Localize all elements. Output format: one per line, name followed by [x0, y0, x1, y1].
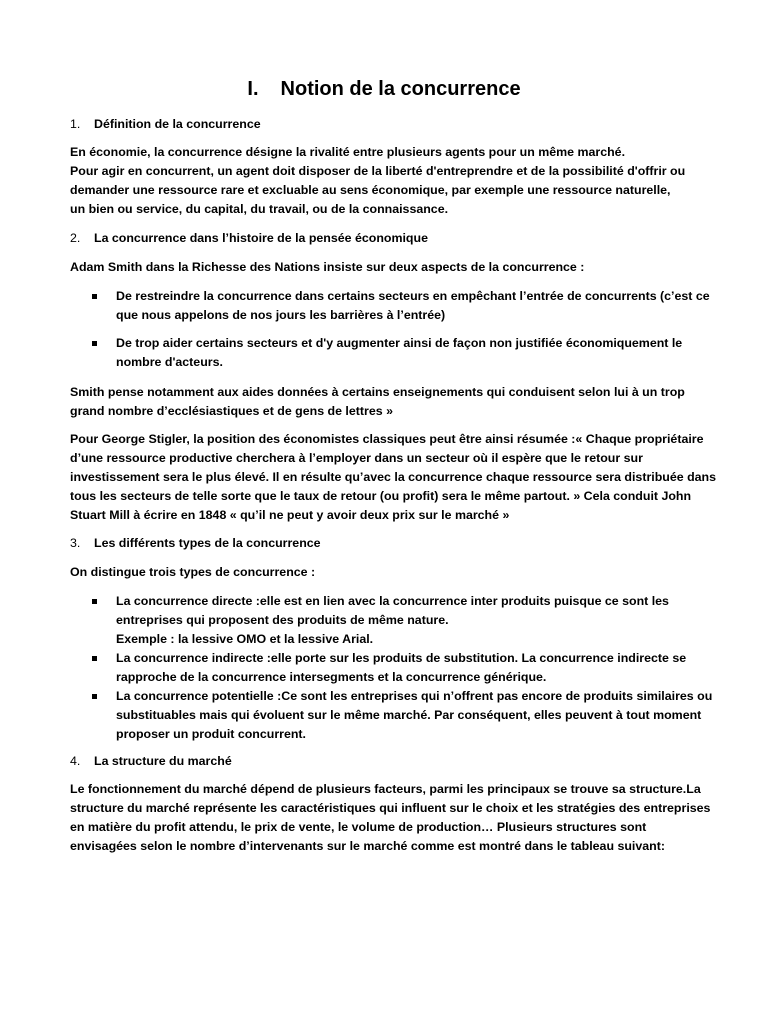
text-line: Le fonctionnement du marché dépend de plusieurs facteurs, parmi les principaux se trouve sa structure.La [70, 782, 701, 796]
text-line: On distingue trois types de concurrence : [70, 565, 316, 579]
section-number: 1. [70, 117, 81, 131]
square-bullet-icon [92, 599, 97, 604]
square-bullet-icon [92, 694, 97, 699]
types-intro-paragraph [70, 563, 698, 582]
structure-paragraph [70, 780, 711, 856]
square-bullet-icon [92, 294, 97, 299]
list-item [70, 687, 713, 744]
square-bullet-icon [92, 341, 97, 346]
square-bullet-icon [92, 656, 97, 661]
smith-paragraph [70, 383, 698, 421]
text-line: nombre d'acteurs. [116, 355, 223, 369]
smith-aspects-list [70, 287, 710, 372]
text-line: substituables mais qui évoluent sur le même marché. Par conséquent, elles peuvent à tout moment [116, 708, 702, 722]
text-line: demander une ressource rare et excluable au sens économique, par exemple une ressource naturelle, [70, 183, 671, 197]
section-number: 2. [70, 231, 81, 245]
text-line: La concurrence indirecte :elle porte sur les produits de substitution. La concurrence indirecte se [116, 651, 687, 665]
section-number: 4. [70, 754, 81, 768]
page-title [70, 76, 698, 102]
section-heading-text: La structure du marché [94, 754, 232, 768]
text-line: En économie, la concurrence désigne la rivalité entre plusieurs agents pour un même marché. [70, 145, 626, 159]
section-heading-structure [70, 752, 232, 770]
text-line: rapproche de la concurrence intersegments et la concurrence générique. [116, 670, 547, 684]
text-line: structure du marché représente les caractéristiques qui influent sur le choix et les stratégies des entreprises [70, 801, 711, 815]
text-line: La concurrence directe :elle est en lien avec la concurrence inter produits puisque ce sont les [116, 594, 669, 608]
text-line: en matière du profit attendu, le prix de vente, le volume de production… Plusieurs structures sont [70, 820, 647, 834]
text-line: grand nombre d’ecclésiastiques et de gens de lettres » [70, 404, 393, 418]
text-line: d’une ressource productive cherchera à l’employer dans un secteur où il espère que le retour sur [70, 451, 643, 465]
list-item [70, 287, 710, 325]
section-heading-types [70, 534, 321, 552]
types-list [70, 592, 713, 744]
text-line: Smith pense notamment aux aides données à certains enseignements qui conduisent selon lui à un trop [70, 385, 685, 399]
section-number: 3. [70, 536, 81, 550]
text-line: Exemple : la lessive OMO et la lessive Arial. [116, 632, 374, 646]
text-line: tous les secteurs de telle sorte que le taux de retour (ou profit) sera le même partout. » Cela conduit John [70, 489, 692, 503]
text-line: Pour agir en concurrent, un agent doit disposer de la liberté d'entreprendre et de la possibilité d'offrir ou [70, 164, 686, 178]
list-item [70, 649, 698, 687]
text-line: La concurrence potentielle :Ce sont les entreprises qui n’offrent pas encore de produits similaires ou [116, 689, 713, 703]
list-item [70, 592, 698, 649]
text-line: De restreindre la concurrence dans certains secteurs en empêchant l’entrée de concurrents (c’est ce [116, 289, 710, 303]
text-line: que nous appelons de nos jours les barrières à l’entrée) [116, 308, 446, 322]
list-item [70, 334, 698, 372]
title-number: I. [247, 78, 259, 100]
text-line: Pour George Stigler, la position des économistes classiques peut être ainsi résumée :« Chaque propriétaire [70, 432, 704, 446]
text-line: Adam Smith dans la Richesse des Nations insiste sur deux aspects de la concurrence : [70, 260, 585, 274]
section-heading-text: La concurrence dans l’histoire de la pensée économique [94, 231, 428, 245]
text-line: proposer un produit concurrent. [116, 727, 306, 741]
text-line: envisagées selon le nombre d’intervenants sur le marché comme est montré dans le tableau suivant: [70, 839, 665, 853]
text-line: un bien ou service, du capital, du travail, ou de la connaissance. [70, 202, 449, 216]
smith-intro-paragraph [70, 258, 698, 277]
stigler-paragraph [70, 430, 716, 525]
section-heading-definition [70, 115, 261, 133]
title-text: Notion de la concurrence [280, 78, 521, 100]
text-line: entreprises qui proposent des produits de même nature. [116, 613, 449, 627]
text-line: Stuart Mill à écrire en 1848 « qu’il ne peut y avoir deux prix sur le marché » [70, 508, 510, 522]
text-line: De trop aider certains secteurs et d'y augmenter ainsi de façon non justifiée économiquement le [116, 336, 683, 350]
section-heading-text: Les différents types de la concurrence [94, 536, 321, 550]
definition-paragraph [70, 143, 698, 219]
section-heading-text: Définition de la concurrence [94, 117, 261, 131]
text-line: investissement sera le plus élevé. Il en résulte qu’avec la concurrence chaque ressource sera distribuée dans [70, 470, 716, 484]
section-heading-history [70, 229, 428, 247]
document-page [70, 0, 716, 1024]
